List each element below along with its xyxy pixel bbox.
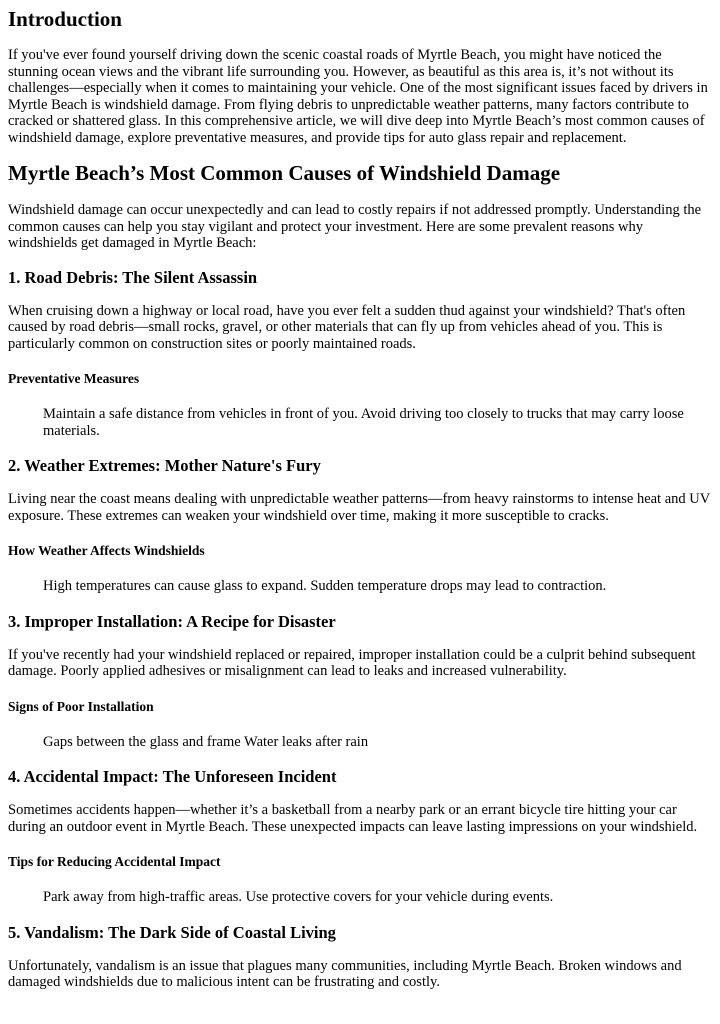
- section-5-heading: 5. Vandalism: The Dark Side of Coastal Living: [8, 922, 336, 942]
- section-1-subheading: Preventative Measures: [8, 371, 140, 386]
- section-2-paragraph: Living near the coast means dealing with unpredictable weather patterns—from heavy rainstorms to intense heat and UV exposure. These extremes can weaken your windshield over time, making it more susceptible to cracks.: [8, 491, 710, 524]
- section-4-heading: 4. Accidental Impact: The Unforeseen Incident: [8, 767, 337, 786]
- section-4-quote: Park away from high-traffic areas. Use protective covers for your vehicle during events.: [43, 889, 554, 905]
- causes-paragraph: Windshield damage can occur unexpectedly and can lead to costly repairs if not addressed promptly. Understanding the common causes can help you stay vigilant and protect your investment. Here are some prevalent reasons why windshields get damaged in Myrtle Beach:: [8, 202, 702, 251]
- section-3-heading: 3. Improper Installation: A Recipe for Disaster: [8, 611, 336, 631]
- section-1-paragraph: When cruising down a highway or local road, have you ever felt a sudden thud against your windshield? That's often caused by road debris—small rocks, gravel, or other materials that can fly up from vehicles ahead of you. This is particularly common on construction sites or poorly maintained roads.: [8, 302, 686, 352]
- section-1-heading: 1. Road Debris: The Silent Assassin: [8, 267, 258, 287]
- section-1-quote: Maintain a safe distance from vehicles in front of you. Avoid driving too closely to trucks that may carry loose materials.: [43, 406, 684, 439]
- section-2-quote: High temperatures can cause glass to expand. Sudden temperature drops may lead to contraction.: [43, 578, 607, 594]
- article: [0, 7, 720, 991]
- section-3-subheading: Signs of Poor Installation: [8, 698, 154, 714]
- section-4-paragraph: Sometimes accidents happen—whether it’s a basketball from a nearby park or an errant bicycle tire hitting your car during an outdoor event in Myrtle Beach. These unexpected impacts can leave lasting impressions on your windshield.: [8, 802, 698, 835]
- section-3-paragraph: If you've recently had your windshield replaced or repaired, improper installation could be a culprit behind subsequent damage. Poorly applied adhesives or misalignment can lead to leaks and increased vulnerability.: [8, 646, 696, 679]
- intro-heading: Introduction: [8, 7, 122, 31]
- section-3-quote: Gaps between the glass and frame Water leaks after rain: [43, 733, 369, 750]
- section-2-heading: 2. Weather Extremes: Mother Nature's Fury: [8, 456, 321, 475]
- section-2-subheading: How Weather Affects Windshields: [8, 543, 205, 558]
- intro-paragraph: If you've ever found yourself driving down the scenic coastal roads of Myrtle Beach, you might have noticed the stunning ocean views and the vibrant life surrounding you. However, as beautiful as this area is, it’s not without its challenges—especially when it comes to maintaining your vehicle. One of the most significant issues faced by drivers in Myrtle Beach is windshield damage. From flying debris to unpredictable weather patterns, many factors contribute to cracked or shattered glass. In this comprehensive article, we will dive deep into Myrtle Beach’s most common causes of windshield damage, explore preventative measures, and provide tips for auto glass repair and replacement.: [8, 47, 708, 146]
- section-5-paragraph: Unfortunately, vandalism is an issue that plagues many communities, including Myrtle Beach. Broken windows and damaged windshields due to malicious intent can be frustrating and costly.: [8, 957, 682, 990]
- causes-heading: Myrtle Beach’s Most Common Causes of Windshield Damage: [8, 161, 561, 185]
- section-4-subheading: Tips for Reducing Accidental Impact: [8, 854, 221, 869]
